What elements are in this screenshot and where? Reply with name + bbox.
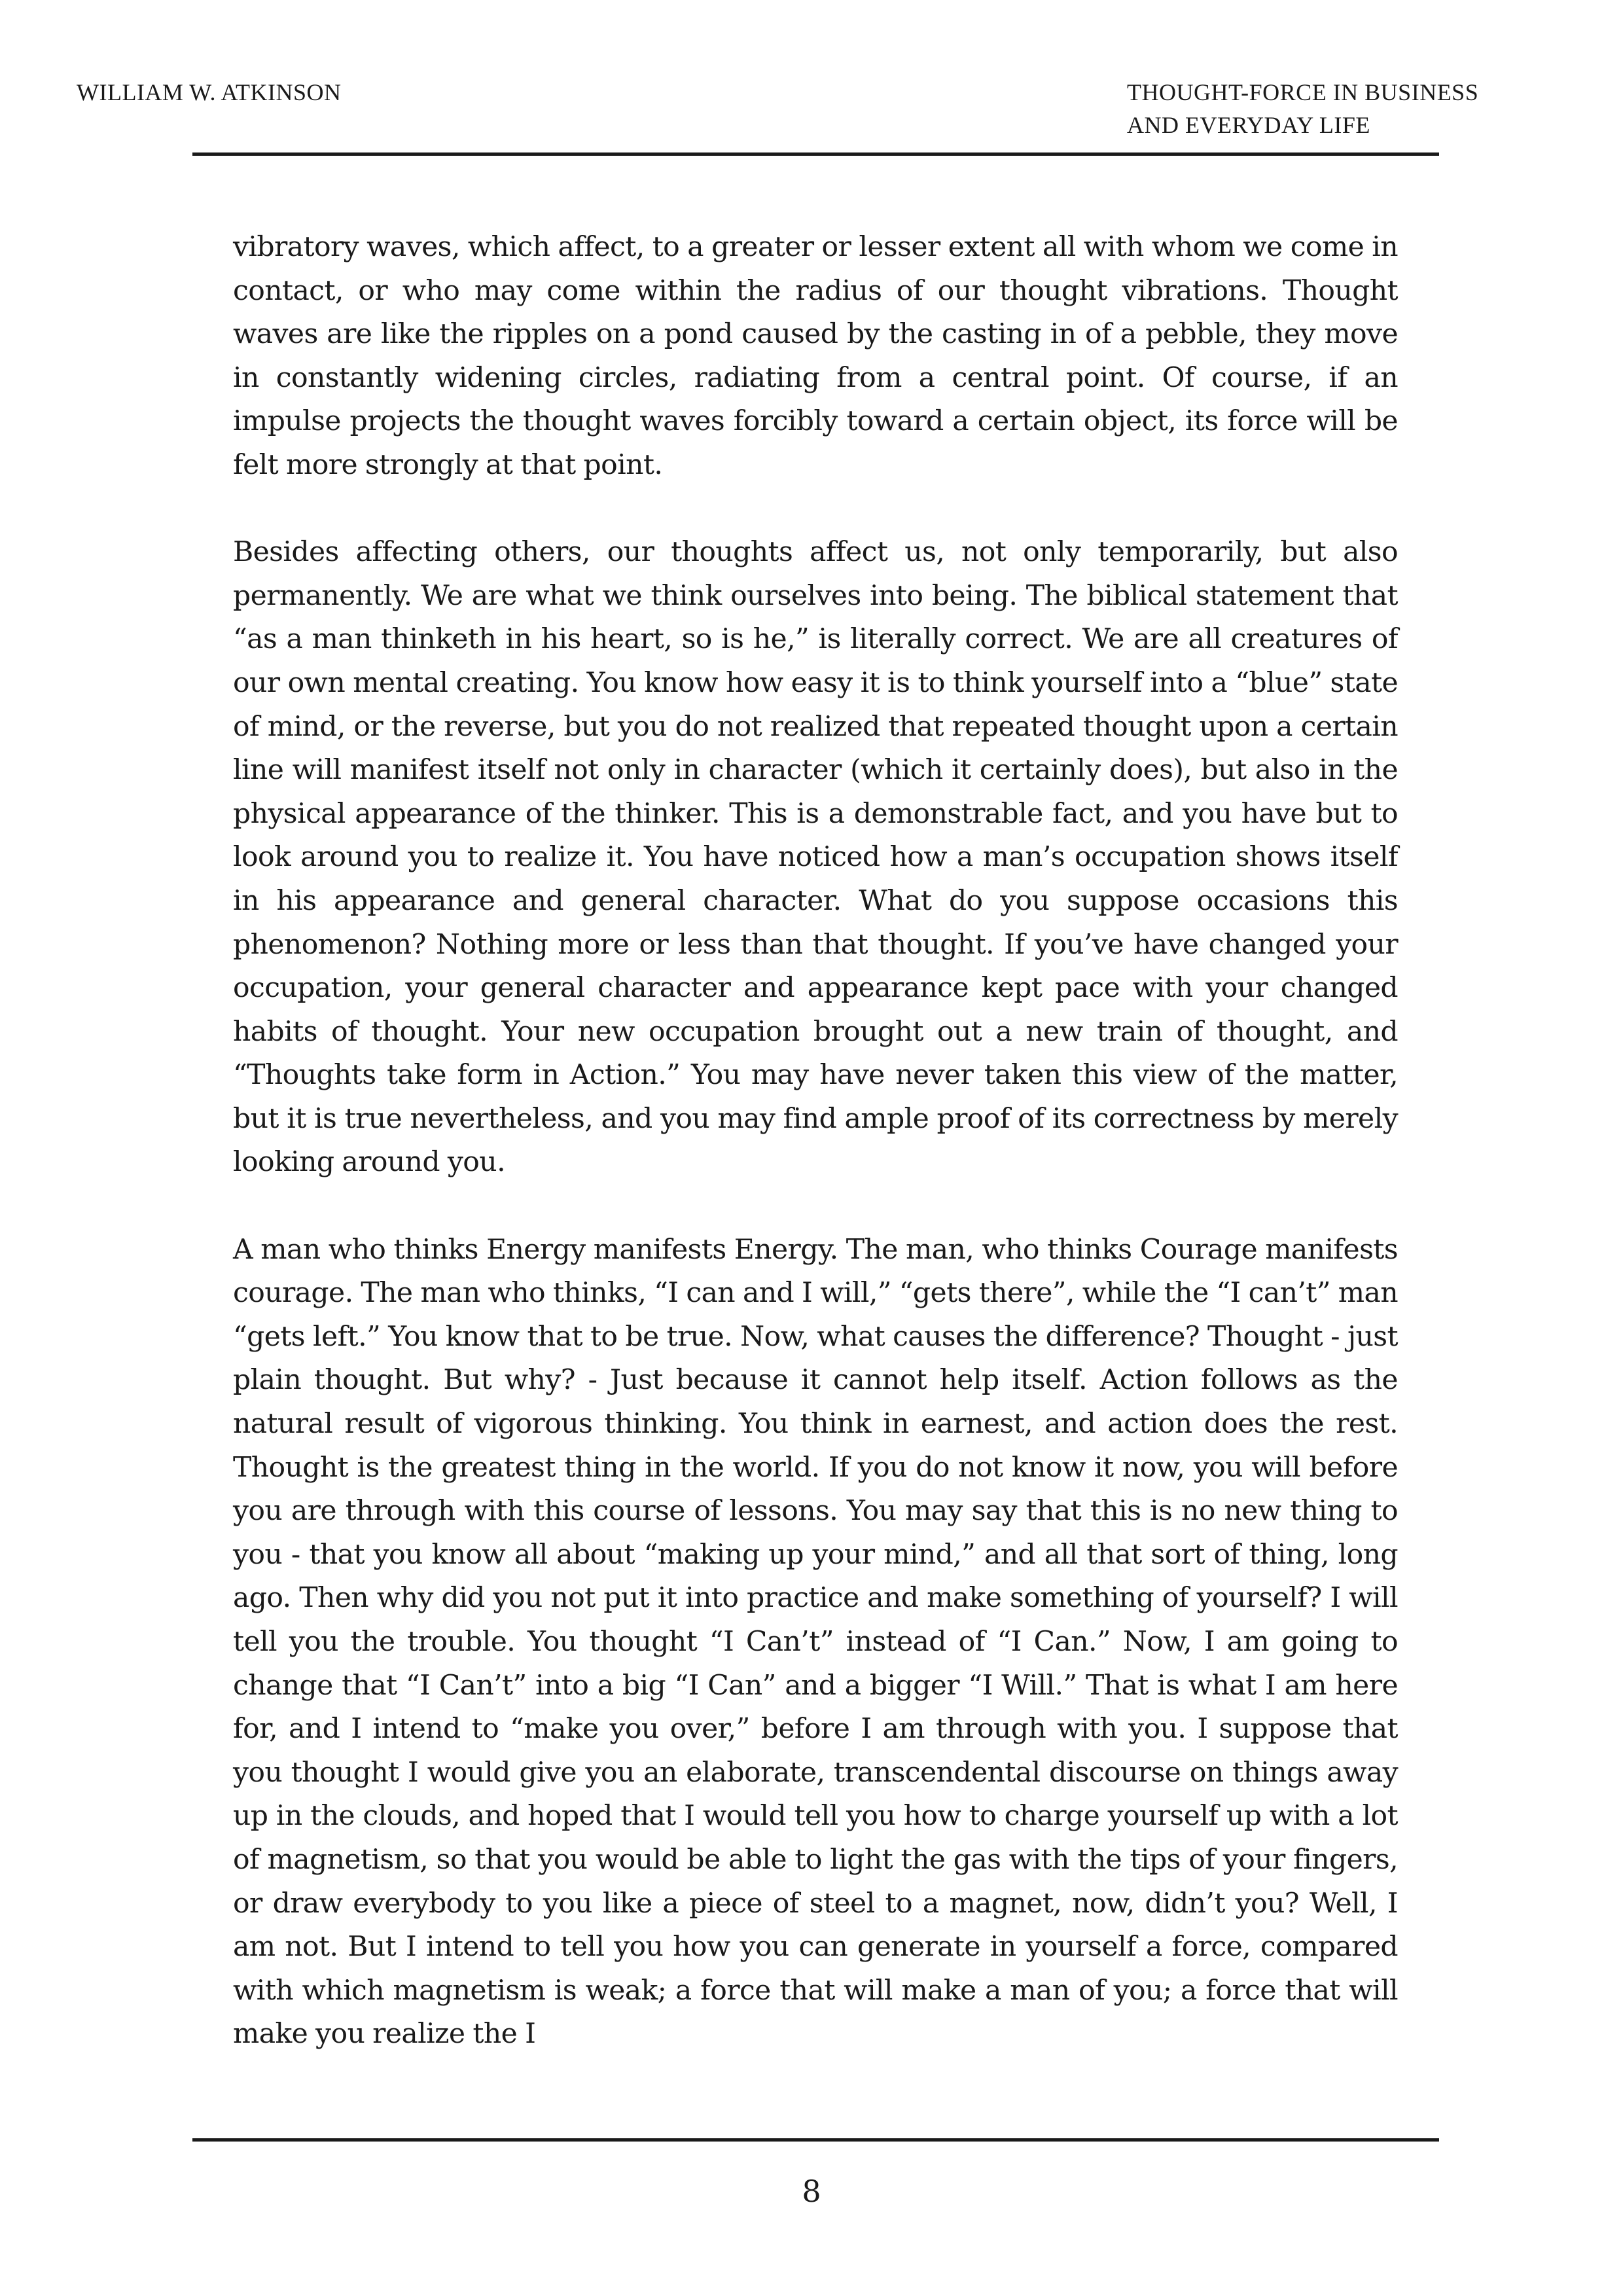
page-number: 8 bbox=[802, 2174, 821, 2209]
running-header-author: WILLIAM W. ATKINSON bbox=[77, 79, 342, 105]
page-body bbox=[233, 226, 1398, 2100]
body-paragraph-1: vibratory waves, which affect, to a greater or lesser extent all with whom we come in contact, or who may come within the radius of our thought vibrations. Thought waves are like the ripples on a pond caused by the casting in of a pebble, they move in constantly widening circles, radiating from a central point. Of course, if an impulse projects the thought waves forcibly toward a certain object, its force will be felt more strongly at that point. bbox=[233, 231, 1398, 481]
header-divider bbox=[192, 152, 1439, 156]
body-paragraph-3: A man who thinks Energy manifests Energy. The man, who thinks Courage manifests courage. The man who thinks, “I can and I will,” “gets there”, while the “I can’t” man “gets left.” You know that to be true. Now, what causes the difference? Thought - just plain thought. But why? - Just because it cannot help itself. Action follows as the natural result of vigorous thinking. You think in earnest, and action does the rest. Thought is the greatest thing in the world. If you do not know it now, you will before you are through with this course of lessons. You may say that this is no new thing to you - that you know all about “making up your mind,” and all that sort of thing, long ago. Then why did you not put it into practice and make something of yourself? I will tell you the trouble. You thought “I Can’t” instead of “I Can.” Now, I am going to change that “I Can’t” into a big “I Can” and a bigger “I Will.” That is what I am here for, and I intend to “make you over,” before I am through with you. I suppose that you thought I would give you an elaborate, transcendental discourse on things away up in the clouds, and hoped that I would tell you how to charge yourself up with a lot of magnetism, so that you would be able to light the gas with the tips of your fingers, or draw everybody to you like a piece of steel to a magnet, now, didn’t you? Well, I am not. But I intend to tell you how you can generate in yourself a force, compared with which magnetism is weak; a force that will make a man of you; a force that will make you realize the I bbox=[233, 1233, 1398, 2051]
body-paragraph-2: Besides affecting others, our thoughts affect us, not only temporarily, but also permanently. We are what we think ourselves into being. The biblical statement that “as a man thinketh in his heart, so is he,” is literally correct. We are all creatures of our own mental creating. You know how easy it is to think yourself into a “blue” state of mind, or the reverse, but you do not realized that repeated thought upon a certain line will manifest itself not only in character (which it certainly does), but also in the physical appearance of the thinker. This is a demonstrable fact, and you have but to look around you to realize it. You have noticed how a man’s occupation shows itself in his appearance and general character. What do you suppose occasions this phenomenon? Nothing more or less than that thought. If you’ve have changed your occupation, your general character and appearance kept pace with your changed habits of thought. Your new occupation brought out a new train of thought, and “Thoughts take form in Action.” You may have never taken this view of the matter, but it is true nevertheless, and you may find ample proof of its correctness by merely looking around you. bbox=[233, 536, 1398, 1179]
footer-divider bbox=[192, 2138, 1439, 2142]
running-header-title bbox=[1127, 76, 1478, 141]
running-header-title-line-1: THOUGHT-FORCE IN BUSINESS bbox=[1127, 79, 1479, 105]
running-header-title-line-2: AND EVERYDAY LIFE bbox=[1127, 112, 1370, 138]
